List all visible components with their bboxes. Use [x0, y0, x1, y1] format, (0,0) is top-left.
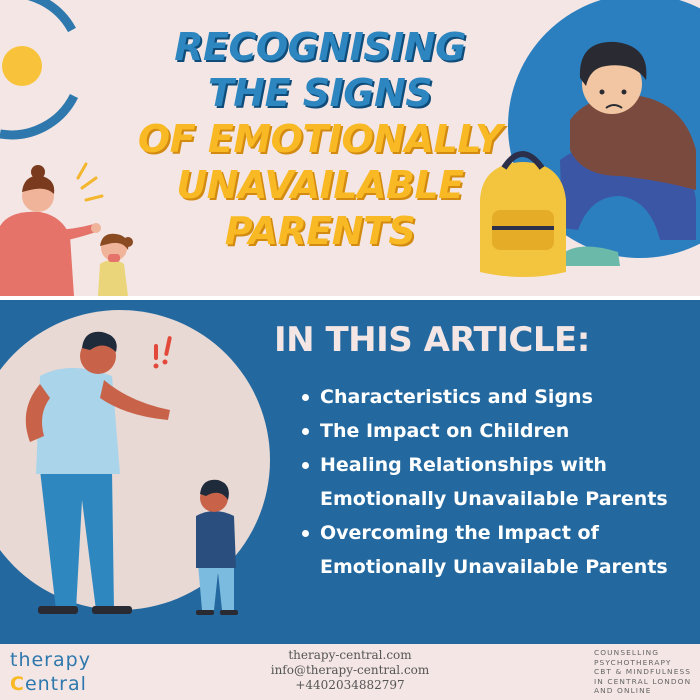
- services-list: [594, 648, 698, 696]
- list-item-text: The Impact on Children: [320, 420, 570, 442]
- service-item: IN CENTRAL LONDON: [594, 676, 692, 686]
- service-item: PSYCHOTHERAPY: [594, 657, 672, 667]
- list-item-text-continued: Emotionally Unavailable Parents: [320, 556, 668, 578]
- article-panel: [0, 300, 700, 644]
- title-line-2: THE SIGNS: [207, 71, 433, 115]
- article-heading: IN THIS ARTICLE:: [274, 320, 590, 360]
- title-line-4: UNAVAILABLE: [176, 163, 464, 207]
- list-item: [300, 380, 700, 414]
- article-list: [300, 380, 700, 584]
- footer: [0, 644, 700, 700]
- sad-boy-with-backpack-illustration: [470, 0, 700, 296]
- title-line-1: RECOGNISING: [174, 25, 466, 69]
- logo-word-central: Central: [10, 673, 87, 695]
- list-item: [300, 516, 700, 584]
- list-item-text: Healing Relationships with: [320, 454, 607, 476]
- father-scolding-son-illustration: [0, 310, 270, 644]
- list-item-text: Overcoming the Impact of: [320, 522, 599, 544]
- list-item-text-continued: Emotionally Unavailable Parents: [320, 488, 668, 510]
- list-item: [300, 414, 700, 448]
- anger-lines-icon: [78, 164, 102, 200]
- sun-dot-icon: [2, 46, 42, 86]
- email-link[interactable]: info@therapy-central.com: [270, 663, 430, 677]
- website-link[interactable]: therapy-central.com: [288, 648, 412, 662]
- list-item-text: Characteristics and Signs: [320, 386, 593, 408]
- decorative-arc-icon: [0, 0, 90, 140]
- brand-logo: [10, 648, 110, 696]
- title-line-3: OF EMOTIONALLY: [137, 117, 503, 161]
- contact-info: [240, 648, 460, 693]
- title-line-5: PARENTS: [224, 209, 416, 253]
- logo-word-therapy: therapy: [10, 649, 91, 671]
- phone-number[interactable]: +4402034882797: [295, 678, 405, 692]
- mother-scolding-child-illustration: [0, 160, 150, 296]
- service-item: AND ONLINE: [594, 686, 652, 696]
- service-item: COUNSELLING: [594, 648, 660, 657]
- list-item: [300, 448, 700, 516]
- header-banner: [0, 0, 700, 296]
- service-item: CBT & MINDFULNESS: [594, 667, 692, 677]
